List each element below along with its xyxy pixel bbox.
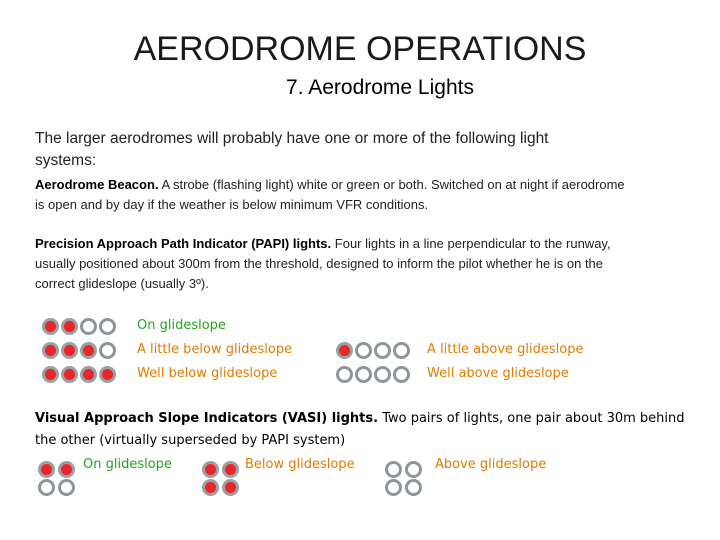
red-light-icon: [336, 342, 353, 359]
vasi-light-row: [202, 479, 239, 496]
red-light-icon: [80, 366, 97, 383]
white-light-icon: [393, 342, 410, 359]
vasi-on-glideslope-lights: [38, 461, 75, 496]
papi-little-above-lights: [336, 342, 410, 359]
red-light-icon: [99, 366, 116, 383]
red-light-icon: [80, 342, 97, 359]
papi-well-below-label: Well below glideslope: [137, 366, 278, 381]
papi-text: Four lights in a line perpendicular to the runway, usually positioned about 300m from the threshold, designed to inform the pilot whether he is on the correct glideslope (usually 3º).: [35, 236, 611, 291]
vasi-heading: Visual Approach Slope Indicators (VASI) lights.: [35, 411, 379, 426]
papi-well-above-label: Well above glideslope: [427, 366, 569, 381]
vasi-light-row: [38, 479, 75, 496]
papi-well-below-lights: [42, 366, 116, 383]
white-light-icon: [393, 366, 410, 383]
white-light-icon: [355, 366, 372, 383]
intro-text: The larger aerodromes will probably have one or more of the following light systems:: [35, 130, 549, 169]
red-light-icon: [42, 318, 59, 335]
white-light-icon: [38, 479, 55, 496]
white-light-icon: [58, 479, 75, 496]
papi-little-below-label: A little below glideslope: [137, 342, 293, 357]
white-light-icon: [336, 366, 353, 383]
white-light-icon: [99, 318, 116, 335]
red-light-icon: [61, 366, 78, 383]
red-light-icon: [38, 461, 55, 478]
vasi-light-row: [385, 461, 422, 478]
red-light-icon: [42, 366, 59, 383]
beacon-paragraph: [35, 175, 635, 215]
vasi-below-glideslope-label: Below glideslope: [245, 457, 355, 472]
white-light-icon: [355, 342, 372, 359]
vasi-below-glideslope-lights: [202, 461, 239, 496]
red-light-icon: [61, 318, 78, 335]
red-light-icon: [58, 461, 75, 478]
papi-on-glideslope-lights: [42, 318, 116, 335]
vasi-above-glideslope-lights: [385, 461, 422, 496]
red-light-icon: [202, 479, 219, 496]
vasi-light-row: [385, 479, 422, 496]
white-light-icon: [405, 461, 422, 478]
papi-little-above-label: A little above glideslope: [427, 342, 584, 357]
vasi-light-row: [202, 461, 239, 478]
red-light-icon: [42, 342, 59, 359]
page-title: AERODROME OPERATIONS: [133, 30, 587, 68]
white-light-icon: [385, 479, 402, 496]
beacon-text: A strobe (flashing light) white or green or both. Switched on at night if aerodrome is open and by day if the weather is below minimum VFR conditions.: [35, 177, 625, 212]
papi-well-above-lights: [336, 366, 410, 383]
beacon-heading: Aerodrome Beacon.: [35, 177, 159, 192]
vasi-on-glideslope-label: On glideslope: [83, 457, 172, 472]
white-light-icon: [374, 342, 391, 359]
white-light-icon: [99, 342, 116, 359]
papi-on-glideslope-label: On glideslope: [137, 318, 226, 333]
vasi-above-glideslope-label: Above glideslope: [435, 457, 547, 472]
papi-heading: Precision Approach Path Indicator (PAPI) lights.: [35, 236, 332, 251]
white-light-icon: [385, 461, 402, 478]
vasi-light-row: [38, 461, 75, 478]
white-light-icon: [374, 366, 391, 383]
vasi-paragraph: [35, 408, 695, 452]
red-light-icon: [61, 342, 78, 359]
white-light-icon: [80, 318, 97, 335]
papi-paragraph: [35, 234, 635, 294]
white-light-icon: [405, 479, 422, 496]
red-light-icon: [222, 479, 239, 496]
vasi-text: Two pairs of lights, one pair about 30m behind the other (virtually superseded by PAPI system): [35, 411, 685, 448]
papi-little-below-lights: [42, 342, 116, 359]
red-light-icon: [202, 461, 219, 478]
red-light-icon: [222, 461, 239, 478]
page-subtitle: 7. Aerodrome Lights: [286, 76, 474, 99]
